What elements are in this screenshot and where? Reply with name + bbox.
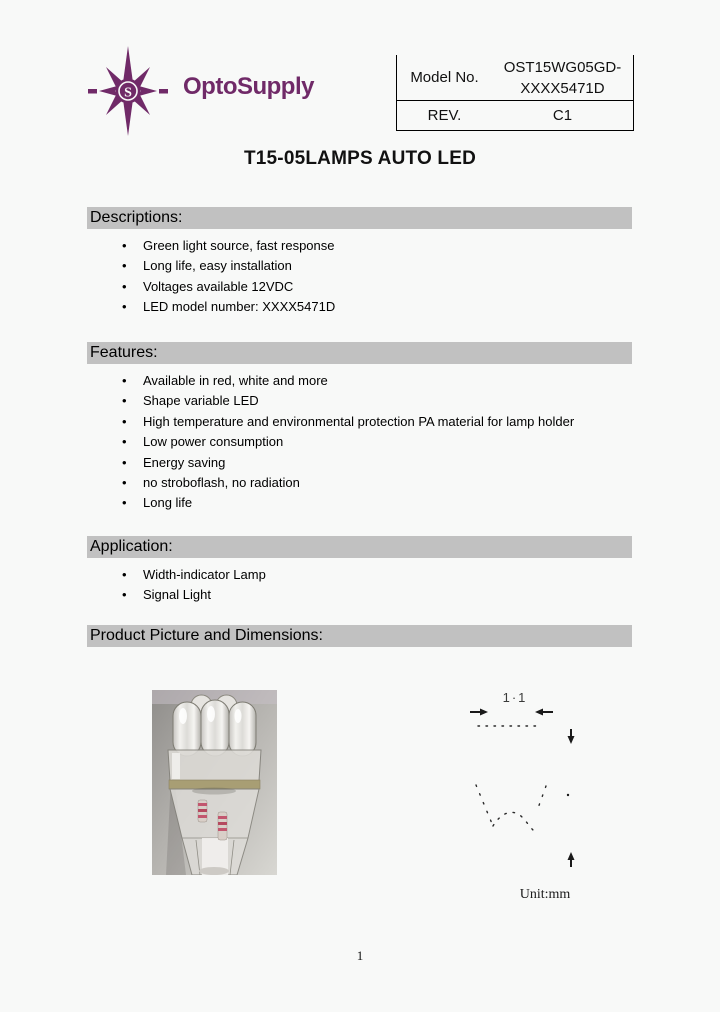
list-item: • Long life, easy installation — [87, 256, 632, 276]
logo-monogram: S — [124, 85, 132, 101]
list-item: • Voltages available 12VDC — [87, 277, 632, 297]
list-item: • LED model number: XXXX5471D — [87, 297, 632, 317]
section-application — [87, 536, 632, 606]
logo-wordmark: OptoSupply — [183, 73, 314, 100]
section-features — [87, 342, 632, 514]
model-row — [397, 55, 633, 100]
list-item: • no stroboflash, no radiation — [87, 473, 632, 493]
rev-value: C1 — [552, 106, 573, 124]
list-item: • Low power consumption — [87, 432, 632, 452]
rev-row — [397, 100, 633, 129]
model-value — [492, 55, 633, 100]
unit-label: Unit:mm — [519, 887, 571, 902]
model-label: Model No. — [410, 69, 479, 86]
section-product-picture — [87, 625, 632, 647]
list-item: • Energy saving — [87, 453, 632, 473]
descriptions-list — [87, 236, 632, 318]
descriptions-heading: Descriptions: — [87, 207, 632, 229]
list-item: • High temperature and environmental protection PA material for lamp holder — [87, 412, 632, 432]
application-list — [87, 565, 632, 606]
rev-label: REV. — [427, 106, 462, 124]
features-list — [87, 371, 632, 514]
product-section-heading: Product Picture and Dimensions: — [87, 625, 632, 647]
list-item: • Available in red, white and more — [87, 371, 632, 391]
list-item: • Width-indicator Lamp — [87, 565, 632, 585]
product-photo — [152, 690, 277, 875]
model-rev-table — [396, 55, 634, 131]
list-item: • Long life — [87, 493, 632, 513]
compass-star-icon — [88, 45, 168, 141]
features-heading: Features: — [87, 342, 632, 364]
section-descriptions — [87, 207, 632, 318]
dimension-drawing — [440, 685, 640, 885]
page-number: 1 — [356, 948, 364, 963]
list-item: • Shape variable LED — [87, 391, 632, 411]
model-value-line1: OST15WG05GD- — [503, 58, 622, 76]
opto-supply-logo — [88, 45, 348, 145]
list-item: • Green light source, fast response — [87, 236, 632, 256]
page-title: T15-05LAMPS AUTO LED — [243, 148, 477, 169]
model-value-line2: XXXX5471D — [520, 79, 605, 97]
dimension-value-label: 1·1 — [502, 690, 528, 705]
application-heading: Application: — [87, 536, 632, 558]
list-item: • Signal Light — [87, 585, 632, 605]
